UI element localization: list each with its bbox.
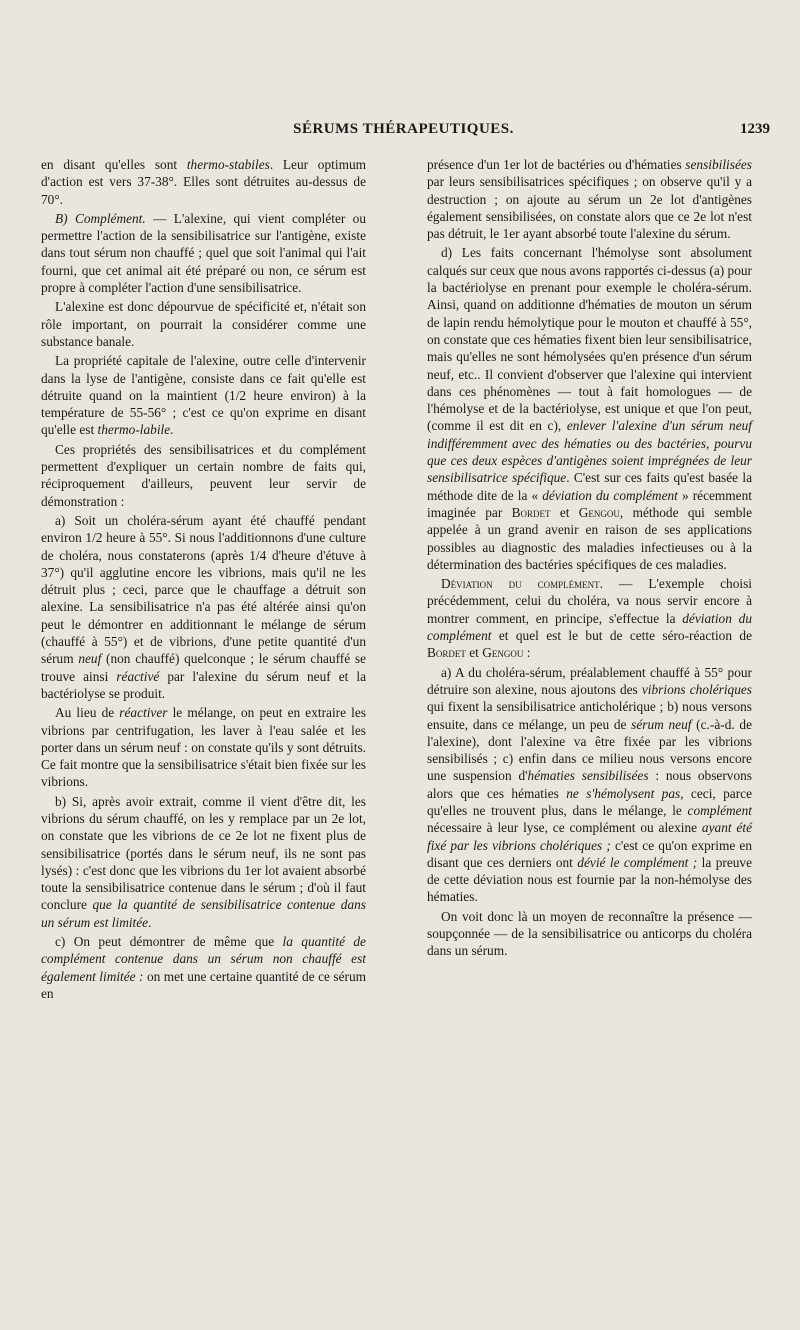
paragraph: La propriété capitale de l'alexine, outre celle d'intervenir dans la lyse de l'antigène, consiste dans ce fait qu'elle est détruite quand on la maintient (1/2 heure environ) à la température de 55-56° ; c'est ce qu'on exprime en disant qu'elle est thermo-labile. — [41, 353, 366, 438]
paragraph: a) Soit un choléra-sérum ayant été chauffé pendant environ 1/2 heure à 55°. Si nous l'additionnons d'une culture de choléra, nous constaterons (après 1/4 d'heure d'étuve à 37°) qu'il agglutine encore les vibrions, mais qu'il ne les détruit plus ; ceci, parce que le chauffage a détruit son alexine. La sensibilisatrice n'a pas été altérée ainsi qu'on peut le démontrer en additionnant le mélange de sérum (chauffé à 55°) et de vibrions, d'une petite quantité d'un sérum neuf (non chauffé) quelconque ; le sérum chauffé se trouve ainsi réactivé par l'alexine du sérum neuf et la bactériolyse se produit. — [41, 512, 367, 701]
paragraph: b) Si, après avoir extrait, comme il vient d'être dit, les vibrions du sérum chauffé, on les y remplace par un 2e lot, on constate que les vibrions de ce 2e lot ne fixent plus de sensibilisatrice (portés dans le sérum neuf, ils ne sont pas lysés) : c'est donc que les vibrions du 1er lot avaient absorbé toute la sensibilisatrice contenue dans le sérum ; d'où il faut conclure que la quantité de sensibilisatrice contenue dans un sérum est limitée. — [41, 793, 366, 930]
left-column — [41, 156, 366, 1004]
paragraph: Ces propriétés des sensibilisatrices et du complément permettent d'expliquer un certain nombre de faits qui, réciproquement d'ailleurs, peuvent leur servir de démonstration : — [41, 441, 366, 509]
paragraph: présence d'un 1er lot de bactéries ou d'hématies sensibilisées par leurs sensibilisatrices spécifiques ; on observe qu'il y a destruction ; on ajoute au sérum un 2e lot d'antigènes également sensibilisées, on constate alors que ce 2e lot n'est pas détruit, le 1er ayant absorbé toute l'alexine du sérum. — [427, 157, 752, 242]
paragraph: c) On peut démontrer de même que la quantité de complément contenue dans un sérum non chauffé est également limitée : on met une certaine quantité de ce sérum en — [41, 934, 366, 1001]
paragraph: d) Les faits concernant l'hémolyse sont absolument calqués sur ceux que nous avons rapportés ci-dessus (a) pour la bactériolyse en prenant pour exemple le choléra-sérum. Ainsi, quand on additionne d'hématies de mouton un sérum de lapin rendu hémolytique pour le mouton et chauffé à 55°, on constate que ces hématies fixent bien leur sensibilisatrice, mais qu'elles ne sont hémolysées qu'en présence d'un sérum neuf, etc.. Il convient d'observer que l'alexine qui intervient dans ces phénomènes — tout à fait homologues — de l'hémolyse et de la bactériolyse, est unique et que l'on peut, (comme il est dit en c), enlever l'alexine d'un sérum neuf indifféremment avec des hématies ou des bactéries, pourvu que ces deux espèces d'antigènes soient imprégnées de leur sensibilisatrice spécifique. C'est sur ces faits qu'est basée la méthode dite de la « déviation du complément » récemment imaginée par Bordet et Gengou, méthode qui semble appelée à un grand avenir en raison de ses applications possibles au diagnostic des maladies infectieuses ou à la détermination des bactéries spécifiques de ces maladies. — [427, 245, 753, 572]
page-number: 1239 — [740, 121, 770, 137]
section-heading: Déviation du complément. — [441, 576, 603, 592]
paragraph: Déviation du complément. — L'exemple choisi précédemment, celui du choléra, va nous servir encore à montrer comment, en principe, s'effectue la déviation du complément et quel est le but de cette séro-réaction de Bordet et Gengou : — [427, 576, 753, 661]
paragraph: en disant qu'elles sont thermo-stabiles. Leur optimum d'action est vers 37-38°. Elles sont détruites au-dessus de 70°. — [41, 157, 367, 207]
paragraph: L'alexine est donc dépourvue de spécificité et, n'était son rôle important, on pourrait la considérer comme une substance banale. — [41, 299, 366, 349]
right-column — [427, 156, 752, 962]
paragraph: On voit donc là un moyen de reconnaître la présence — soupçonnée — de la sensibilisatrice ou anticorps du choléra dans un sérum. — [427, 908, 752, 959]
paragraph: Au lieu de réactiver le mélange, on peut en extraire les vibrions par centrifugation, les laver à l'eau salée et les porter dans un sérum neuf : on constate qu'ils y sont détruits. Ce fait montre que la sensibilisatrice s'était bien fixée sur les vibrions. — [41, 705, 366, 790]
running-title: SÉRUMS THÉRAPEUTIQUES. — [293, 121, 514, 137]
page-header — [37, 121, 770, 143]
paragraph: a) A du choléra-sérum, préalablement chauffé à 55° pour détruire son alexine, nous ajoutons des vibrions cholériques qui fixent la sensibilisatrice anticholérique ; b) nous versons ensuite, dans ce mélange, un peu de sérum neuf (c.-à-d. de l'alexine), dont l'alexine va être fixée par les vibrions sensibilisés ; c) enfin dans ce milieu nous versons encore une suspension d'hématies sensibilisées : nous observons alors que ces hématies ne s'hémolysent pas, ceci, parce qu'elles ne trouvent plus, dans le mélange, le complément nécessaire à leur lyse, ce complément ou alexine ayant été fixé par les vibrions cholériques ; c'est ce qu'on exprime en disant que ces derniers ont dévié le complément ; la preuve de cette déviation nous est fournie par la non-hémolyse des hématies. — [427, 664, 753, 905]
paragraph: B) Complément. — L'alexine, qui vient compléter ou permettre l'action de la sensibilisatrice sur l'antigène, existe dans tout sérum non chauffé ; quel que soit l'animal qui l'ait fourni, que cet animal ait été préparé ou non, ce sérum est propre à compléter l'action d'une sensibilisatrice. — [41, 210, 367, 296]
